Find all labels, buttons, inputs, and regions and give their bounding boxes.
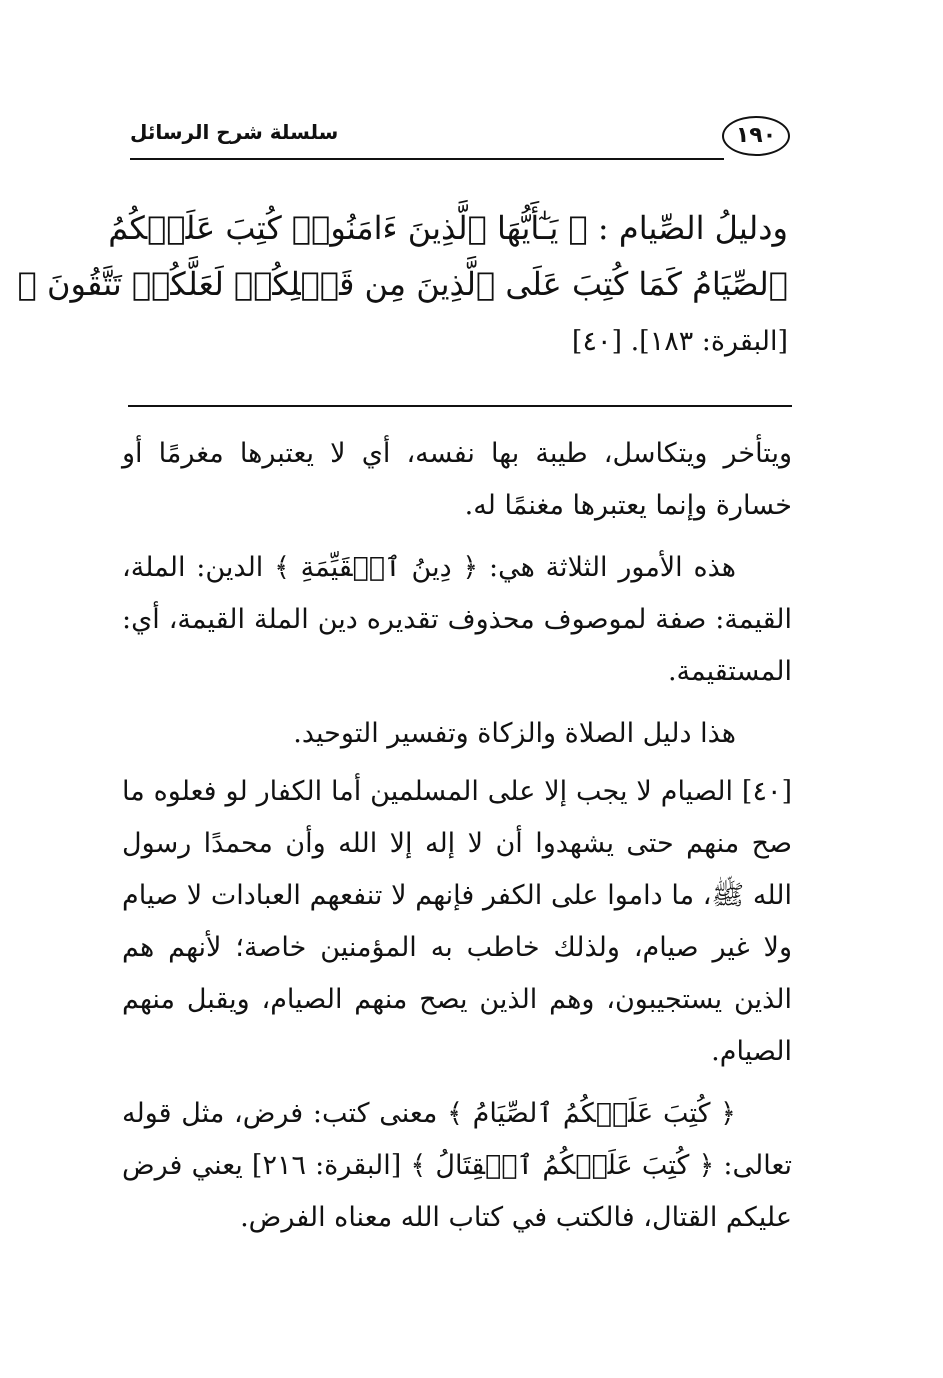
- page-number: ١٩٠: [722, 116, 790, 156]
- header-divider: [130, 158, 724, 160]
- evidence-line-2: ٱلصِّيَامُ كَمَا كُتِبَ عَلَى ٱلَّذِينَ مِن قَبۡلِكُمۡ لَعَلَّكُمۡ تَتَّقُونَ ﴾: [17, 265, 788, 303]
- commentary-paragraph-4: [٤٠] الصيام لا يجب إلا على المسلمين أما الكفار لو فعلوه ما صح منهم حتى يشهدوا أن لا إله إلا الله وأن محمدًا رسول الله ﷺ، ما داموا على الكفر فإنهم لا تنفعهم العبادات لا صيام ولا غير صيام، ولذلك خاطب به المؤمنين خاصة؛ لأنهم هم الذين يستجيبون، وهم الذين يصح منهم الصيام، ويقبل منهم الصيام.: [122, 776, 792, 1067]
- evidence-block: [17, 200, 788, 366]
- evidence-line-1: ودليلُ الصِّيام : ﴿ يَـٰٓأَيُّهَا ٱلَّذِينَ ءَامَنُوا۟ كُتِبَ عَلَيۡكُمُ: [108, 209, 788, 247]
- commentary-paragraph-1: ويتأخر ويتكاسل، طيبة بها نفسه، أي لا يعتبرها مغرمًا أو خسارة وإنما يعتبرها مغنمًا له.: [122, 438, 792, 521]
- commentary-paragraph-3: هذا دليل الصلاة والزكاة وتفسير التوحيد.: [293, 718, 736, 749]
- footnote-divider: [128, 405, 792, 407]
- page-header: [130, 112, 792, 160]
- commentary: [122, 428, 792, 1254]
- commentary-paragraph-2: هذه الأمور الثلاثة هي: ﴿ دِينُ ٱلۡقَيِّمَةِ ﴾ الدين: الملة، القيمة: صفة لموصوف محذوف تقديره دين الملة القيمة، أي: المستقيمة.: [122, 552, 792, 687]
- commentary-paragraph-5: ﴿ كُتِبَ عَلَيۡكُمُ ٱلصِّيَامُ ﴾ معنى كتب: فرض، مثل قوله تعالى: ﴿ كُتِبَ عَلَيۡكُمُ ٱلۡقِتَالُ ﴾ [البقرة: ٢١٦] يعني فرض عليكم القتال، فالكتب في كتاب الله معناه الفرض.: [122, 1098, 792, 1233]
- evidence-reference: [البقرة: ١٨٣]. [٤٠]: [571, 326, 788, 357]
- series-title: سلسلة شرح الرسائل: [130, 120, 339, 144]
